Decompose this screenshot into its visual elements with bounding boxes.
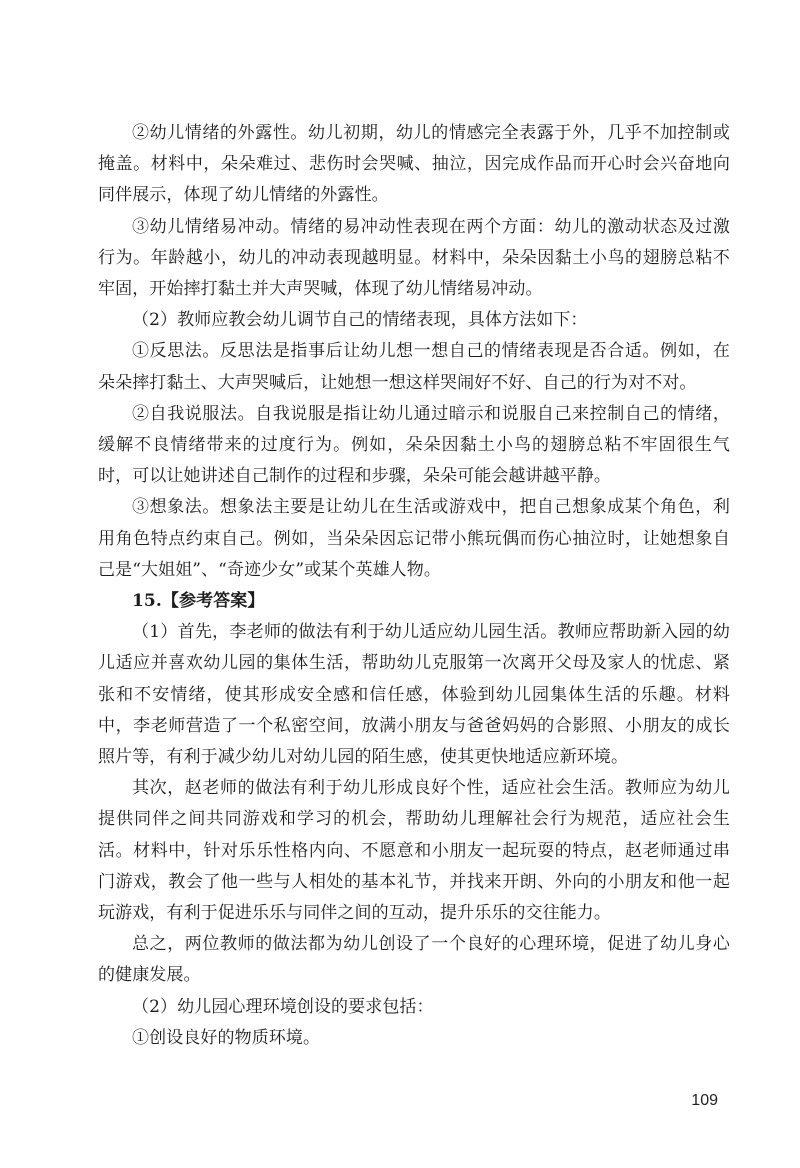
paragraph-requirement-1: ①创设良好的物质环境。 xyxy=(132,1027,321,1048)
paragraph-imagination-method: ③想象法。想象法主要是让幼儿在生活或游戏中，把自己想象成某个角色，利用角色特点约束自己。例如，当朵朵因忘记带小熊玩偶而伤心抽泣时，让她想象自己是“大姐姐”、“奇迹少女”或某个英雄人物。 xyxy=(98,497,730,580)
answer-heading-15: 15.【参考答案】 xyxy=(132,591,265,612)
paragraph-regulation-intro: （2）教师应教会幼儿调节自己的情绪表现，具体方法如下： xyxy=(132,310,588,331)
paragraph-teacher-li: （1）首先，李老师的做法有利于幼儿适应幼儿园生活。教师应帮助新入园的幼儿适应并喜欢幼儿园的集体生活，帮助幼儿克服第一次离开父母及家人的忧虑、紧张和不安情绪，使其形成安全感和信任感，体验到幼儿园集体生活的乐趣。材料中，李老师营造了一个私密空间，放满小朋友与爸爸妈妈的合影照、小朋友的成长照片等，有利于减少幼儿对幼儿园的陌生感，使其更快地适应新环境。 xyxy=(98,622,730,768)
paragraph-summary: 总之，两位教师的做法都为幼儿创设了一个良好的心理环境，促进了幼儿身心的健康发展。 xyxy=(98,934,730,986)
paragraph-emotion-expressive: ②幼儿情绪的外露性。幼儿初期，幼儿的情感完全表露于外，几乎不加控制或掩盖。材料中，朵朵难过、悲伤时会哭喊、抽泣，因完成作品而开心时会兴奋地向同伴展示，体现了幼儿情绪的外露性。 xyxy=(98,123,730,206)
paragraph-self-persuasion-method: ②自我说服法。自我说服是指让幼儿通过暗示和说服自己来控制自己的情绪，缓解不良情绪带来的过度行为。例如，朵朵因黏土小鸟的翅膀总粘不牢固很生气时，可以让她讲述自己制作的过程和步骤，朵朵可能会越讲越平静。 xyxy=(98,403,730,487)
page-body xyxy=(98,118,730,1054)
paragraph-teacher-zhao: 其次，赵老师的做法有利于幼儿形成良好个性，适应社会生活。教师应为幼儿提供同伴之间共同游戏和学习的机会，帮助幼儿理解社会行为规范，适应社会生活。材料中，针对乐乐性格内向、不愿意和小朋友一起玩耍的特点，赵老师通过串门游戏，教会了他一些与人相处的基本礼节，并找来开朗、外向的小朋友和他一起玩游戏，有利于促进乐乐与同伴之间的互动，提升乐乐的交往能力。 xyxy=(98,778,730,924)
paragraph-emotion-impulsive: ③幼儿情绪易冲动。情绪的易冲动性表现在两个方面：幼儿的激动状态及过激行为。年龄越小，幼儿的冲动表现越明显。材料中，朵朵因黏土小鸟的翅膀总粘不牢固，开始摔打黏土并大声哭喊，体现了幼儿情绪易冲动。 xyxy=(98,216,730,300)
paragraph-requirements-intro: （2）幼儿园心理环境创设的要求包括： xyxy=(132,996,434,1017)
paragraph-reflection-method: ①反思法。反思法是指事后让幼儿想一想自己的情绪表现是否合适。例如，在朵朵摔打黏土、大声哭喊后，让她想一想这样哭闹好不好、自己的行为对不对。 xyxy=(98,341,730,393)
page-number: 109 xyxy=(691,1092,718,1109)
